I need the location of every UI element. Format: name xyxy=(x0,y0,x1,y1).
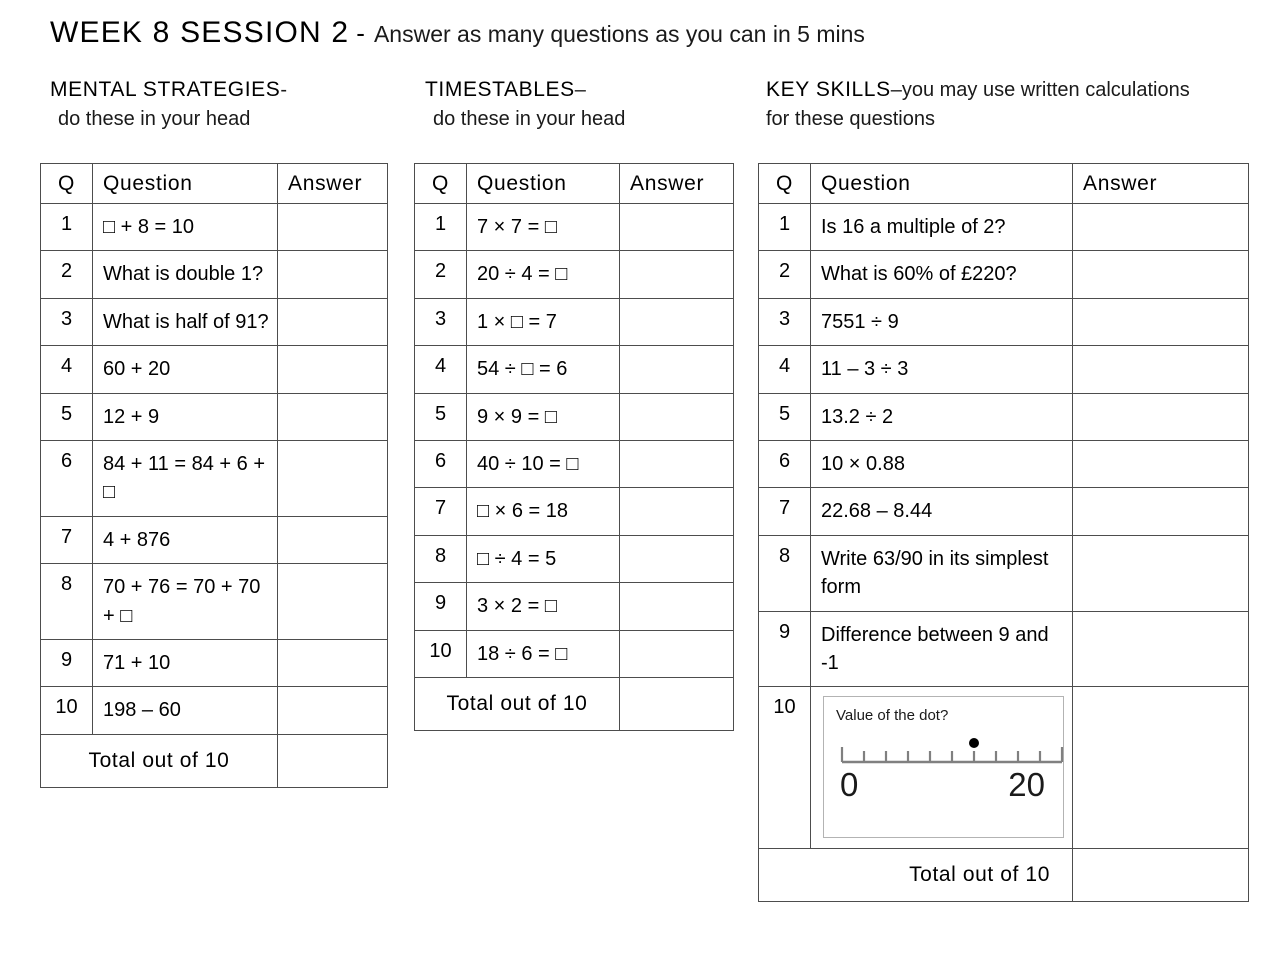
table-row xyxy=(415,583,734,630)
section-heading-key-skills-dash: – xyxy=(890,79,902,101)
section-heading-mental-strategies-title: MENTAL STRATEGIES xyxy=(50,78,281,101)
table-row xyxy=(41,204,388,251)
question-text: Is 16 a multiple of 2? xyxy=(811,204,1073,251)
row-number: 8 xyxy=(759,535,811,611)
column-header-answer: Answer xyxy=(1073,164,1249,204)
page-title xyxy=(50,16,865,50)
column-header-answer: Answer xyxy=(620,164,734,204)
table-total-row xyxy=(41,734,388,787)
table-mental-strategies xyxy=(40,163,388,788)
table-row xyxy=(759,204,1249,251)
table-row xyxy=(41,251,388,298)
row-number: 8 xyxy=(41,564,93,640)
row-number: 5 xyxy=(41,393,93,440)
question-text: 18 ÷ 6 = □ xyxy=(467,630,620,677)
row-number: 1 xyxy=(41,204,93,251)
table-row xyxy=(415,298,734,345)
page-title-subtitle: Answer as many questions as you can in 5 mins xyxy=(373,21,865,47)
row-number: 8 xyxy=(415,535,467,582)
total-label: Total out of 10 xyxy=(41,734,278,787)
row-number: 10 xyxy=(41,687,93,734)
row-number: 9 xyxy=(759,611,811,687)
page-title-main: WEEK 8 SESSION 2 xyxy=(50,16,350,49)
table-row xyxy=(759,298,1249,345)
table-row xyxy=(41,516,388,563)
answer-cell[interactable] xyxy=(620,298,734,345)
question-text: 9 × 9 = □ xyxy=(467,393,620,440)
answer-cell[interactable] xyxy=(620,393,734,440)
section-heading-key-skills-rest: you may use written calculations xyxy=(901,79,1190,101)
question-text: 7 × 7 = □ xyxy=(467,204,620,251)
answer-cell[interactable] xyxy=(278,687,388,734)
numberline-start-label: 0 xyxy=(840,766,859,804)
answer-cell[interactable] xyxy=(620,251,734,298)
answer-cell[interactable] xyxy=(1073,393,1249,440)
question-text: What is half of 91? xyxy=(93,298,278,345)
row-number: 6 xyxy=(759,440,811,487)
answer-cell[interactable] xyxy=(278,639,388,686)
table-row xyxy=(41,687,388,734)
table-row xyxy=(759,611,1249,687)
question-text: 13.2 ÷ 2 xyxy=(811,393,1073,440)
table-row xyxy=(415,393,734,440)
section-heading-timestables xyxy=(425,76,745,133)
section-heading-key-skills-subtitle: for these questions xyxy=(766,107,935,130)
table-row xyxy=(415,630,734,677)
question-text: 7551 ÷ 9 xyxy=(811,298,1073,345)
row-number: 6 xyxy=(41,440,93,516)
numberline-dot xyxy=(969,738,979,748)
row-number: 2 xyxy=(415,251,467,298)
table-total-row xyxy=(415,677,734,730)
table-key-skills xyxy=(758,163,1249,902)
table-row xyxy=(415,251,734,298)
table-row xyxy=(415,440,734,487)
answer-cell[interactable] xyxy=(620,204,734,251)
question-text: 22.68 – 8.44 xyxy=(811,488,1073,535)
question-text: What is double 1? xyxy=(93,251,278,298)
question-text: 11 – 3 ÷ 3 xyxy=(811,346,1073,393)
row-number: 2 xyxy=(41,251,93,298)
row-number: 7 xyxy=(41,516,93,563)
table-row xyxy=(415,346,734,393)
numberline-figure xyxy=(823,696,1064,838)
table-row xyxy=(415,204,734,251)
total-label: Total out of 10 xyxy=(759,849,1073,902)
column-header-question: Question xyxy=(93,164,278,204)
row-number: 9 xyxy=(41,639,93,686)
row-number: 5 xyxy=(759,393,811,440)
answer-cell[interactable] xyxy=(1073,611,1249,687)
column-header-question: Question xyxy=(467,164,620,204)
table-header-row xyxy=(415,164,734,204)
answer-cell[interactable] xyxy=(278,516,388,563)
column-header-q: Q xyxy=(41,164,93,204)
column-header-question: Question xyxy=(811,164,1073,204)
answer-cell[interactable] xyxy=(1073,535,1249,611)
answer-cell[interactable] xyxy=(1073,204,1249,251)
section-heading-key-skills xyxy=(766,76,1266,133)
question-text: □ ÷ 4 = 5 xyxy=(467,535,620,582)
question-text: What is 60% of £220? xyxy=(811,251,1073,298)
row-number: 3 xyxy=(41,298,93,345)
question-text: 3 × 2 = □ xyxy=(467,583,620,630)
numberline-end-label: 20 xyxy=(1008,766,1045,804)
answer-cell[interactable] xyxy=(278,346,388,393)
table-header-row xyxy=(759,164,1249,204)
row-number: 4 xyxy=(759,346,811,393)
section-heading-timestables-dash: – xyxy=(574,79,586,101)
table-row xyxy=(415,488,734,535)
question-text: 60 + 20 xyxy=(93,346,278,393)
answer-cell[interactable] xyxy=(1073,298,1249,345)
question-text: 71 + 10 xyxy=(93,639,278,686)
question-text: 54 ÷ □ = 6 xyxy=(467,346,620,393)
row-number: 1 xyxy=(759,204,811,251)
section-heading-mental-strategies-subtitle: do these in your head xyxy=(58,107,251,130)
row-number: 7 xyxy=(759,488,811,535)
column-header-q: Q xyxy=(415,164,467,204)
row-number: 5 xyxy=(415,393,467,440)
table-row xyxy=(759,346,1249,393)
question-numberline-figure xyxy=(811,687,1073,849)
table-row xyxy=(759,251,1249,298)
numberline-end-labels xyxy=(836,768,1051,803)
table-row xyxy=(759,440,1249,487)
answer-cell[interactable] xyxy=(620,346,734,393)
column-header-q: Q xyxy=(759,164,811,204)
row-number: 10 xyxy=(415,630,467,677)
answer-cell[interactable] xyxy=(278,564,388,640)
question-text: 84 + 11 = 84 + 6 + □ xyxy=(93,440,278,516)
answer-cell[interactable] xyxy=(1073,251,1249,298)
question-text: 12 + 9 xyxy=(93,393,278,440)
question-text: 70 + 76 = 70 + 70 + □ xyxy=(93,564,278,640)
section-heading-timestables-subtitle: do these in your head xyxy=(433,107,626,130)
table-row xyxy=(41,346,388,393)
question-text: 1 × □ = 7 xyxy=(467,298,620,345)
table-row xyxy=(415,535,734,582)
row-number: 2 xyxy=(759,251,811,298)
answer-cell[interactable] xyxy=(278,251,388,298)
page-title-dash: - xyxy=(356,18,365,48)
section-heading-mental-strategies xyxy=(50,76,400,133)
question-text: 20 ÷ 4 = □ xyxy=(467,251,620,298)
answer-cell[interactable] xyxy=(620,583,734,630)
question-text: □ × 6 = 18 xyxy=(467,488,620,535)
row-number: 3 xyxy=(415,298,467,345)
table-timestables xyxy=(414,163,734,731)
table-header-row xyxy=(41,164,388,204)
answer-cell[interactable] xyxy=(278,204,388,251)
column-header-answer: Answer xyxy=(278,164,388,204)
answer-cell[interactable] xyxy=(620,535,734,582)
question-text: 198 – 60 xyxy=(93,687,278,734)
table-row xyxy=(759,488,1249,535)
answer-cell[interactable] xyxy=(620,630,734,677)
total-label: Total out of 10 xyxy=(415,677,620,730)
table-row xyxy=(41,639,388,686)
row-number: 3 xyxy=(759,298,811,345)
table-row xyxy=(41,440,388,516)
numberline-prompt: Value of the dot? xyxy=(836,707,949,725)
row-number: 9 xyxy=(415,583,467,630)
total-answer-cell[interactable] xyxy=(278,734,388,787)
answer-cell[interactable] xyxy=(1073,440,1249,487)
section-heading-mental-strategies-dash: - xyxy=(280,79,288,101)
table-row xyxy=(41,393,388,440)
answer-cell[interactable] xyxy=(1073,488,1249,535)
row-number: 6 xyxy=(415,440,467,487)
answer-cell[interactable] xyxy=(620,440,734,487)
total-answer-cell[interactable] xyxy=(620,677,734,730)
answer-cell[interactable] xyxy=(278,440,388,516)
question-text: 40 ÷ 10 = □ xyxy=(467,440,620,487)
row-number: 1 xyxy=(415,204,467,251)
question-text: 10 × 0.88 xyxy=(811,440,1073,487)
row-number: 4 xyxy=(415,346,467,393)
question-text: Difference between 9 and -1 xyxy=(811,611,1073,687)
table-total-row xyxy=(759,849,1249,902)
question-text: Write 63/90 in its simplest form xyxy=(811,535,1073,611)
answer-cell[interactable] xyxy=(278,393,388,440)
table-row xyxy=(41,564,388,640)
table-row xyxy=(759,535,1249,611)
row-number: 10 xyxy=(759,687,811,849)
answer-cell[interactable] xyxy=(278,298,388,345)
answer-cell[interactable] xyxy=(1073,687,1249,849)
row-number: 4 xyxy=(41,346,93,393)
question-text: 4 + 876 xyxy=(93,516,278,563)
table-row xyxy=(41,298,388,345)
section-heading-timestables-title: TIMESTABLES xyxy=(425,78,575,101)
answer-cell[interactable] xyxy=(620,488,734,535)
question-text: □ + 8 = 10 xyxy=(93,204,278,251)
table-row-numberline xyxy=(759,687,1249,849)
answer-cell[interactable] xyxy=(1073,346,1249,393)
section-heading-key-skills-title: KEY SKILLS xyxy=(766,78,891,101)
table-row xyxy=(759,393,1249,440)
row-number: 7 xyxy=(415,488,467,535)
total-answer-cell[interactable] xyxy=(1073,849,1249,902)
